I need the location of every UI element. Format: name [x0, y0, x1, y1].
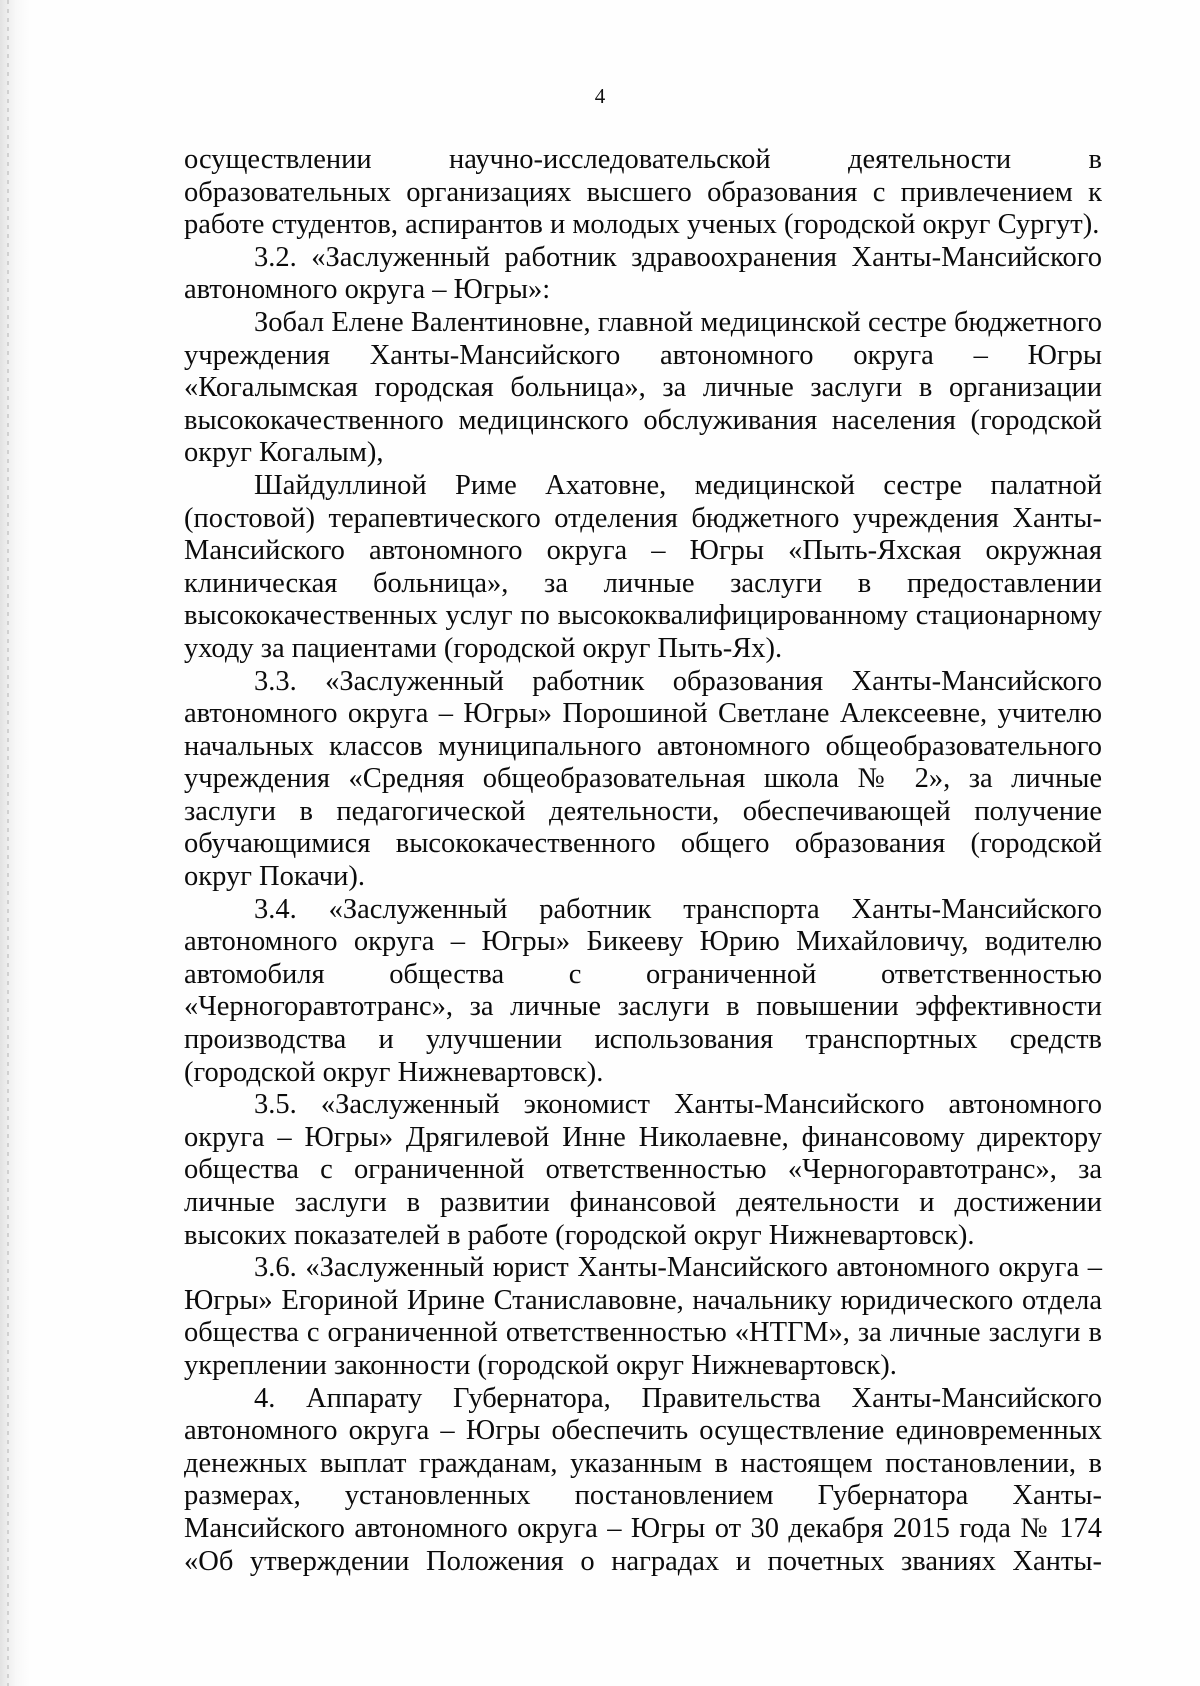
paragraph-3-2-shaydullina: Шайдуллиной Риме Ахатовне, медицинской сестре палатной (постовой) терапевтического отделения бюджетного учреждения Ханты-Мансийского автономного округа – Югры «Пыть-Яхская окружная клиническая больница», за личные заслуги в предоставлении высококачественных услуг по высококвалифицированному стационарному уходу за пациентами (городской округ Пыть-Ях).	[184, 469, 1102, 664]
paragraph-3-4: 3.4. «Заслуженный работник транспорта Ханты-Мансийского автономного округа – Югры» Бикееву Юрию Михайловичу, водителю автомобиля общества с ограниченной ответственностью «Черногоравтотранс», за личные заслуги в повышении эффективности производства и улучшении использования транспортных средств (городской округ Нижневартовск).	[184, 893, 1102, 1088]
paragraph-3-5: 3.5. «Заслуженный экономист Ханты-Мансийского автономного округа – Югры» Дрягилевой Инне Николаевне, финансовому директору общества с ограниченной ответственностью «Черногоравтотранс», за личные заслуги в развитии финансовой деятельности и достижении высоких показателей в работе (городской округ Нижневартовск).	[184, 1089, 1102, 1251]
paragraph-3-2-zobal: Зобал Елене Валентиновне, главной медицинской сестре бюджетного учреждения Ханты-Мансийского автономного округа – Югры «Когалымская городская больница», за личные заслуги в организации высококачественного медицинского обслуживания населения (городской округ Когалым),	[184, 306, 1102, 469]
paragraph-3-3: 3.3. «Заслуженный работник образования Ханты-Мансийского автономного округа – Югры» Порошиной Светлане Алексеевне, учителю начальных классов муниципального автономного общеобразовательного учреждения «Средняя общеобразовательная школа № 2», за личные заслуги в педагогической деятельности, обеспечивающей получение обучающимися высококачественного общего образования (городской округ Покачи).	[184, 665, 1102, 893]
paragraph-3-6: 3.6. «Заслуженный юрист Ханты-Мансийского автономного округа – Югры» Егориной Ирине Станиславовне, начальнику юридического отдела общества с ограниченной ответственностью «НТГМ», за личные заслуги в укреплении законности (городской округ Нижневартовск).	[184, 1252, 1102, 1381]
paragraph-4: 4. Аппарату Губернатора, Правительства Ханты-Мансийского автономного округа – Югры обеспечить осуществление единовременных денежных выплат гражданам, указанным в настоящем постановлении, в размерах, установленных постановлением Губернатора Ханты-Мансийского автономного округа – Югры от 30 декабря 2015 года № 174 «Об утверждении Положения о наградах и почетных званиях Ханты-	[184, 1382, 1102, 1577]
paragraph-3-2-title: 3.2. «Заслуженный работник здравоохранения Ханты-Мансийского автономного округа – Югры»:	[184, 241, 1102, 306]
document-body	[184, 144, 1102, 1578]
scan-edge	[0, 0, 30, 1686]
paragraph-continuation: осуществлении научно-исследовательской деятельности в образовательных организациях высшего образования с привлечением к работе студентов, аспирантов и молодых ученых (городской округ Сургут).	[184, 144, 1102, 241]
page-number: 4	[594, 84, 606, 108]
